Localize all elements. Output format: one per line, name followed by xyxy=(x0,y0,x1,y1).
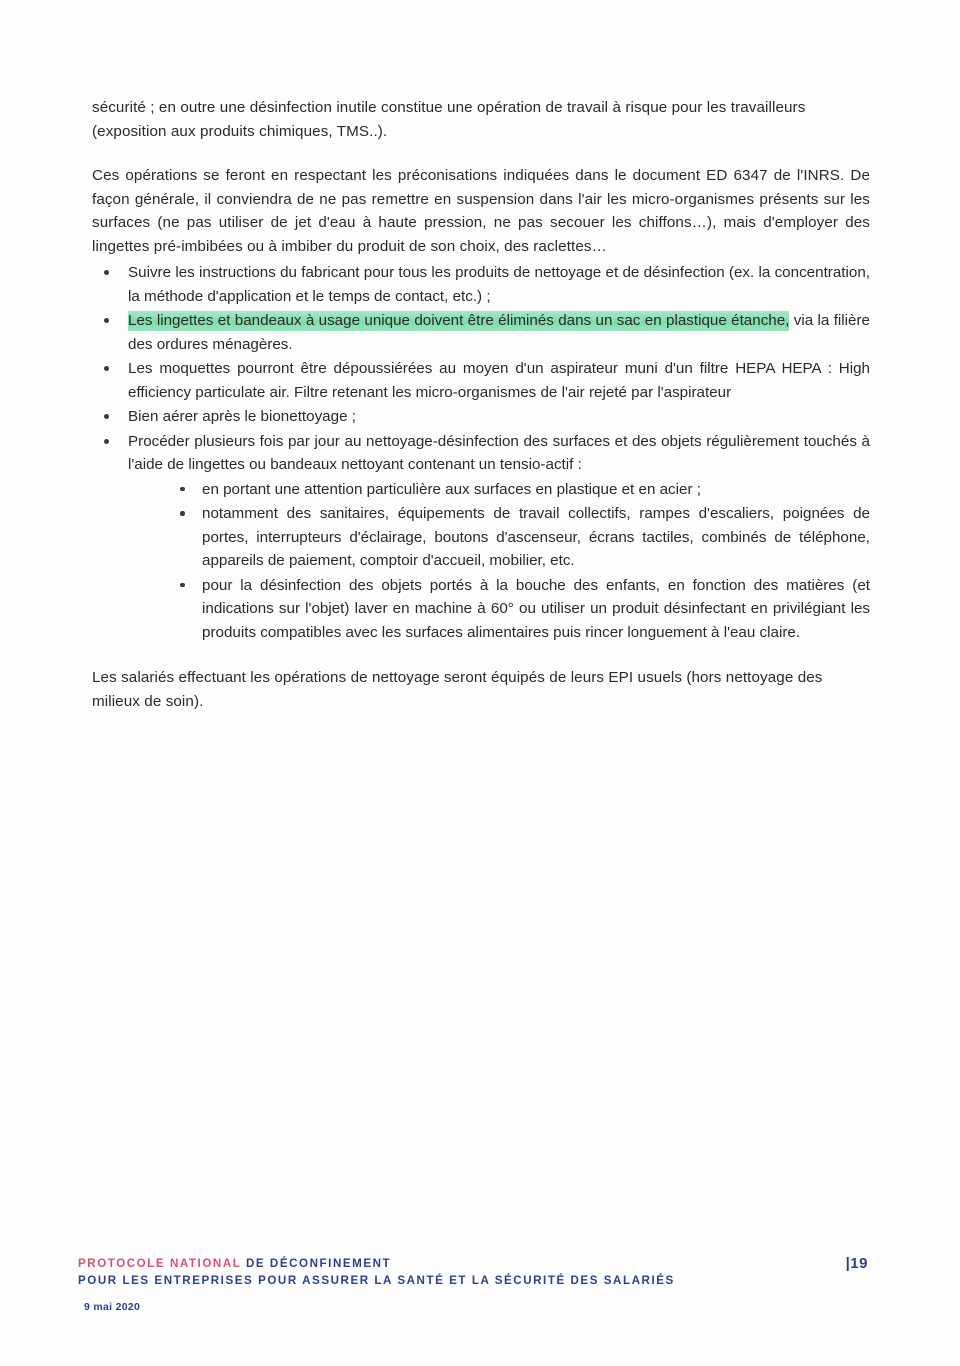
bullet-text-carpets: Les moquettes pourront être dépoussiérées au moyen d'un aspirateur muni d'un filtre HEPA HEPA : High efficiency particulate air. Filtre retenant les micro-organismes de l'air rejeté par l'aspirateur xyxy=(128,360,870,401)
page-number: |19 xyxy=(845,1255,868,1272)
bullet-text-frequency: Procéder plusieurs fois par jour au nettoyage-désinfection des surfaces et des objets régulièrement touchés à l'aide de lingettes ou bandeaux nettoyant contenant un tensio-actif : xyxy=(128,432,870,473)
paragraph-operations: Ces opérations se feront en respectant les préconisations indiquées dans le document ED 6347 de l'INRS. De façon générale, il conviendra de ne pas remettre en suspension dans l'air les micro-organismes présents sur les surfaces (ne pas utiliser de jet d'eau à haute pression, ne pas secouer les chiffons…), mais d'employer des lingettes pré-imbibées ou à imbiber du produit de son choix, des raclettes… xyxy=(92,167,870,255)
paragraph-closing: Les salariés effectuant les opérations de nettoyage seront équipés de leurs EPI usuels (hors nettoyage des milieux de soin). xyxy=(92,669,823,710)
sub-bullet-list xyxy=(176,478,870,645)
document-body xyxy=(92,96,870,713)
list-item xyxy=(92,405,870,429)
paragraph-spacer xyxy=(92,143,870,164)
sub-bullet-text-plastic-steel: en portant une attention particulière aux surfaces en plastique et en acier ; xyxy=(202,480,701,498)
sub-list-item xyxy=(176,502,870,573)
highlighted-text-wipes: Les lingettes et bandeaux à usage unique doivent être éliminés dans un sac en plastique étanche, xyxy=(128,312,790,329)
main-bullet-list xyxy=(92,261,870,477)
bullet-text-ventilation: Bien aérer après le bionettoyage ; xyxy=(128,408,356,425)
sub-list-item xyxy=(176,478,870,502)
closing-spacer xyxy=(92,645,870,666)
paragraph-intro: sécurité ; en outre une désinfection inutile constitue une opération de travail à risque pour les travailleurs (exposition aux produits chimiques, TMS..). xyxy=(92,99,806,140)
list-item xyxy=(92,357,870,404)
bullet-text-instructions: Suivre les instructions du fabricant pour tous les produits de nettoyage et de désinfection (ex. la concentration, la méthode d'application et le temps de contact, etc.) ; xyxy=(128,264,870,305)
sub-bullet-text-touchpoints: notamment des sanitaires, équipements de travail collectifs, rampes d'escaliers, poignées de portes, interrupteurs d'éclairage, boutons d'ascenseur, écrans tactiles, combinés de téléphone, appareils de paiement, comptoir d'accueil, mobilier, etc. xyxy=(202,505,870,569)
list-item xyxy=(92,261,870,308)
list-item-highlighted xyxy=(92,309,870,356)
list-item xyxy=(92,430,870,477)
footer-date: 9 mai 2020 xyxy=(84,1301,141,1313)
footer-title-blue: DE DÉCONFINEMENT xyxy=(241,1257,392,1270)
page-footer xyxy=(78,1255,878,1313)
sub-bullet-text-children-objects: pour la désinfection des objets portés à la bouche des enfants, en fonction des matières (et indications sur l'objet) laver en machine à 60° ou utiliser un produit désinfectant en privilégiant les produits compatibles avec les surfaces alimentaires puis rincer longuement à l'eau claire. xyxy=(202,576,870,641)
sub-list-item xyxy=(176,574,870,645)
footer-title-red: PROTOCOLE NATIONAL xyxy=(78,1257,242,1270)
footer-subtitle: POUR LES ENTREPRISES POUR ASSURER LA SANTÉ ET LA SÉCURITÉ DES SALARIÉS xyxy=(78,1274,675,1287)
bullet-text-wipes-rest: via la filière des ordures ménagères. xyxy=(128,312,871,353)
footer-title-line xyxy=(78,1255,878,1272)
